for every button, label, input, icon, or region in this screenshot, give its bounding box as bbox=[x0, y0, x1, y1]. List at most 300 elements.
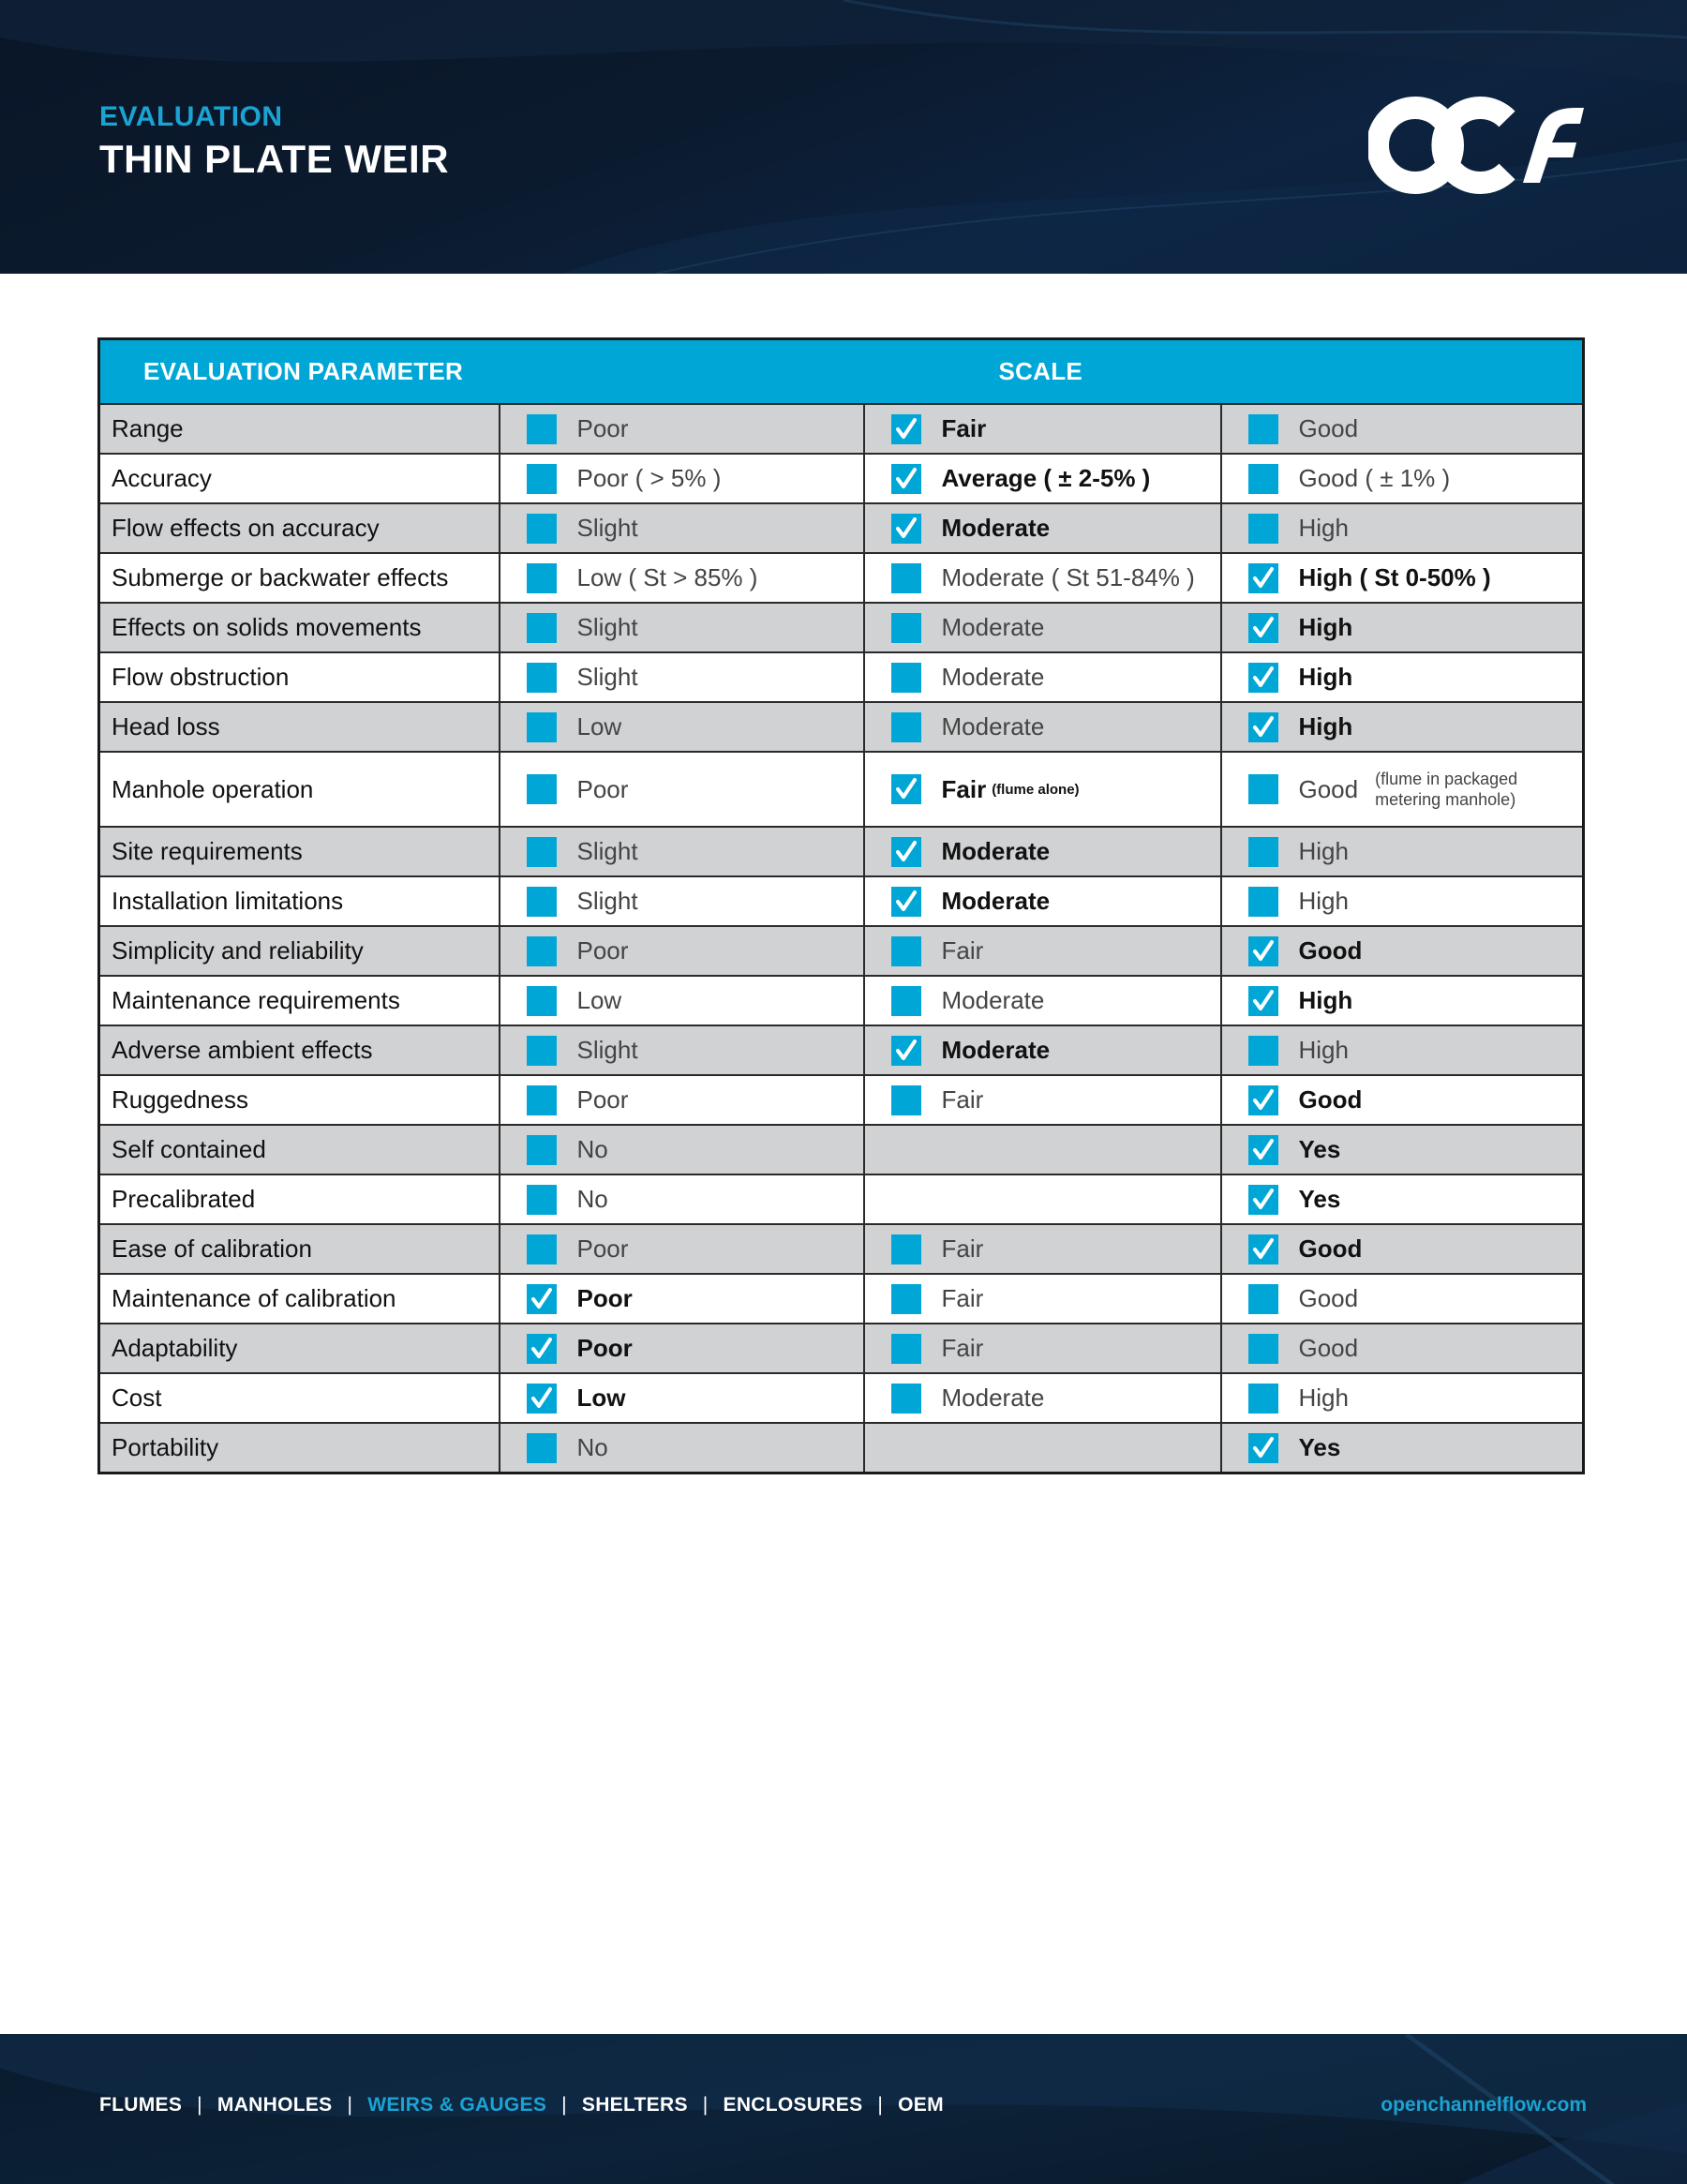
checked-box-icon[interactable] bbox=[1248, 1433, 1278, 1463]
checkmark-icon bbox=[529, 1336, 555, 1362]
scale-option bbox=[500, 464, 863, 494]
parameter-cell: Adaptability bbox=[99, 1324, 500, 1373]
option-label: Poor bbox=[576, 1085, 629, 1114]
nav-separator: | bbox=[702, 2094, 709, 2116]
unchecked-box-icon[interactable] bbox=[527, 1036, 557, 1066]
unchecked-box-icon[interactable] bbox=[891, 986, 921, 1016]
unchecked-box-icon[interactable] bbox=[527, 774, 557, 804]
option-label: No bbox=[576, 1433, 608, 1461]
checkmark-icon bbox=[1250, 1187, 1276, 1213]
scale-cell bbox=[864, 1274, 1221, 1324]
parameter-cell: Ruggedness bbox=[99, 1075, 500, 1125]
unchecked-box-icon[interactable] bbox=[891, 613, 921, 643]
nav-separator: | bbox=[347, 2094, 353, 2116]
eyebrow-label: EVALUATION bbox=[99, 101, 283, 132]
scale-option bbox=[500, 1085, 863, 1115]
unchecked-box-icon[interactable] bbox=[1248, 774, 1278, 804]
scale-cell bbox=[864, 1174, 1221, 1224]
table-row bbox=[99, 454, 1584, 503]
option-label: Good bbox=[1298, 1085, 1363, 1114]
scale-option bbox=[865, 774, 1220, 804]
checked-box-icon[interactable] bbox=[891, 414, 921, 444]
scale-cell bbox=[864, 1423, 1221, 1473]
scale-option bbox=[1222, 1384, 1583, 1414]
scale-option bbox=[500, 712, 863, 742]
scale-option bbox=[1222, 936, 1583, 966]
unchecked-box-icon[interactable] bbox=[891, 1085, 921, 1115]
parameter-cell: Portability bbox=[99, 1423, 500, 1473]
option-label: Low bbox=[576, 986, 622, 1014]
unchecked-box-icon[interactable] bbox=[891, 563, 921, 593]
parameter-cell: Flow effects on accuracy bbox=[99, 503, 500, 553]
scale-cell bbox=[500, 1324, 864, 1373]
table-row bbox=[99, 1423, 1584, 1473]
scale-cell bbox=[864, 1125, 1221, 1174]
checked-box-icon[interactable] bbox=[891, 464, 921, 494]
checkmark-icon bbox=[1250, 938, 1276, 965]
parameter-cell: Flow obstruction bbox=[99, 652, 500, 702]
scale-cell bbox=[500, 404, 864, 454]
option-label: Poor ( > 5% ) bbox=[576, 464, 722, 492]
scale-cell bbox=[1221, 1174, 1584, 1224]
option-label: Fair bbox=[941, 774, 987, 803]
scale-cell bbox=[1221, 503, 1584, 553]
parameter-cell: Range bbox=[99, 404, 500, 454]
checked-box-icon[interactable] bbox=[1248, 563, 1278, 593]
option-label: High bbox=[1298, 1036, 1349, 1064]
table-row bbox=[99, 1373, 1584, 1423]
column-header-parameter: EVALUATION PARAMETER bbox=[99, 339, 500, 405]
scale-option bbox=[1222, 712, 1583, 742]
table-row bbox=[99, 1274, 1584, 1324]
option-label: Average ( ± 2-5% ) bbox=[941, 464, 1151, 492]
scale-option bbox=[500, 1185, 863, 1215]
option-label: Fair bbox=[941, 936, 984, 965]
checked-box-icon[interactable] bbox=[891, 1036, 921, 1066]
scale-option bbox=[865, 1085, 1220, 1115]
ocf-logo bbox=[1368, 94, 1584, 197]
scale-cell bbox=[1221, 752, 1584, 827]
scale-cell bbox=[864, 652, 1221, 702]
scale-option bbox=[500, 514, 863, 544]
scale-cell bbox=[500, 876, 864, 926]
unchecked-box-icon[interactable] bbox=[1248, 514, 1278, 544]
checkmark-icon bbox=[1250, 1137, 1276, 1163]
header-banner bbox=[0, 0, 1687, 274]
scale-option bbox=[1222, 414, 1583, 444]
checkmark-icon bbox=[529, 1385, 555, 1412]
unchecked-box-icon[interactable] bbox=[527, 712, 557, 742]
unchecked-box-icon[interactable] bbox=[527, 1135, 557, 1165]
unchecked-box-icon[interactable] bbox=[891, 1384, 921, 1414]
scale-cell bbox=[1221, 404, 1584, 454]
scale-option bbox=[1222, 1135, 1583, 1165]
scale-cell bbox=[1221, 702, 1584, 752]
option-label: Moderate bbox=[941, 1036, 1051, 1064]
column-header-scale: SCALE bbox=[500, 339, 1584, 405]
scale-option bbox=[500, 1384, 863, 1414]
checkmark-icon bbox=[1250, 714, 1276, 740]
scale-cell bbox=[864, 1224, 1221, 1274]
unchecked-box-icon[interactable] bbox=[527, 563, 557, 593]
scale-cell bbox=[1221, 1075, 1584, 1125]
scale-cell bbox=[500, 1075, 864, 1125]
option-label: No bbox=[576, 1135, 608, 1163]
scale-option bbox=[1222, 563, 1583, 593]
option-label: Slight bbox=[576, 613, 638, 641]
parameter-cell: Self contained bbox=[99, 1125, 500, 1174]
option-label: Yes bbox=[1298, 1135, 1341, 1163]
unchecked-box-icon[interactable] bbox=[1248, 414, 1278, 444]
unchecked-box-icon[interactable] bbox=[891, 663, 921, 693]
table-row bbox=[99, 652, 1584, 702]
table-row bbox=[99, 1224, 1584, 1274]
scale-option bbox=[865, 1284, 1220, 1314]
scale-cell bbox=[1221, 1423, 1584, 1473]
unchecked-box-icon[interactable] bbox=[527, 1234, 557, 1264]
unchecked-box-icon[interactable] bbox=[1248, 464, 1278, 494]
checked-box-icon[interactable] bbox=[891, 514, 921, 544]
scale-option bbox=[500, 1433, 863, 1463]
scale-cell bbox=[1221, 827, 1584, 876]
option-label: Low bbox=[576, 712, 622, 740]
unchecked-box-icon[interactable] bbox=[891, 1334, 921, 1364]
parameter-cell: Accuracy bbox=[99, 454, 500, 503]
scale-option bbox=[1222, 1284, 1583, 1314]
scale-option bbox=[865, 563, 1220, 593]
option-label: Poor bbox=[576, 1284, 633, 1312]
scale-option bbox=[865, 712, 1220, 742]
nav-separator: | bbox=[877, 2094, 884, 2116]
option-label: Moderate bbox=[941, 613, 1045, 641]
scale-cell bbox=[500, 1373, 864, 1423]
option-label: Fair bbox=[941, 414, 987, 442]
checkmark-icon bbox=[893, 516, 919, 542]
checked-box-icon[interactable] bbox=[1248, 1085, 1278, 1115]
checkmark-icon bbox=[893, 839, 919, 865]
unchecked-box-icon[interactable] bbox=[891, 1284, 921, 1314]
option-label: High bbox=[1298, 887, 1349, 915]
table-row bbox=[99, 976, 1584, 1025]
checked-box-icon[interactable] bbox=[1248, 1135, 1278, 1165]
scale-cell bbox=[500, 1125, 864, 1174]
scale-option bbox=[1222, 1185, 1583, 1215]
unchecked-box-icon[interactable] bbox=[527, 1085, 557, 1115]
scale-cell bbox=[864, 1324, 1221, 1373]
table-row bbox=[99, 876, 1584, 926]
option-label: Moderate bbox=[941, 887, 1051, 915]
table-row bbox=[99, 603, 1584, 652]
table-row bbox=[99, 926, 1584, 976]
unchecked-box-icon[interactable] bbox=[527, 414, 557, 444]
scale-option bbox=[1222, 1234, 1583, 1264]
page-title: THIN PLATE WEIR bbox=[99, 137, 450, 181]
table-row bbox=[99, 553, 1584, 603]
scale-cell bbox=[500, 1174, 864, 1224]
scale-cell bbox=[500, 503, 864, 553]
unchecked-box-icon[interactable] bbox=[527, 514, 557, 544]
table-row bbox=[99, 503, 1584, 553]
scale-option bbox=[500, 986, 863, 1016]
checked-box-icon[interactable] bbox=[527, 1384, 557, 1414]
checked-box-icon[interactable] bbox=[1248, 1185, 1278, 1215]
option-label: Poor bbox=[576, 1334, 633, 1362]
option-label: Good bbox=[1298, 1234, 1363, 1263]
unchecked-box-icon[interactable] bbox=[891, 1234, 921, 1264]
checked-box-icon[interactable] bbox=[891, 887, 921, 917]
option-label: Poor bbox=[576, 414, 629, 442]
footer-nav bbox=[99, 2094, 944, 2117]
option-label: Fair bbox=[941, 1234, 984, 1263]
scale-option bbox=[865, 613, 1220, 643]
option-label: High bbox=[1298, 837, 1349, 865]
option-label: Moderate bbox=[941, 837, 1051, 865]
option-label: High bbox=[1298, 613, 1353, 641]
scale-option bbox=[865, 1036, 1220, 1066]
scale-option bbox=[500, 1334, 863, 1364]
option-label: Slight bbox=[576, 837, 638, 865]
option-label: Moderate bbox=[941, 986, 1045, 1014]
checked-box-icon[interactable] bbox=[1248, 712, 1278, 742]
option-label: High bbox=[1298, 1384, 1349, 1412]
footer-nav-item[interactable]: MANHOLES bbox=[216, 2094, 333, 2116]
scale-cell bbox=[1221, 1025, 1584, 1075]
table-row bbox=[99, 702, 1584, 752]
option-label: Good bbox=[1298, 936, 1363, 965]
scale-cell bbox=[500, 603, 864, 652]
option-label: Fair bbox=[941, 1085, 984, 1114]
parameter-cell: Maintenance of calibration bbox=[99, 1274, 500, 1324]
checked-box-icon[interactable] bbox=[1248, 613, 1278, 643]
scale-cell bbox=[500, 976, 864, 1025]
scale-option bbox=[865, 464, 1220, 494]
option-label: Moderate bbox=[941, 1384, 1045, 1412]
option-label: High bbox=[1298, 514, 1349, 542]
checked-box-icon[interactable] bbox=[1248, 1234, 1278, 1264]
scale-cell bbox=[1221, 1224, 1584, 1274]
checkmark-icon bbox=[1250, 665, 1276, 691]
scale-cell bbox=[864, 553, 1221, 603]
scale-option bbox=[865, 1234, 1220, 1264]
option-label: Yes bbox=[1298, 1185, 1341, 1213]
unchecked-box-icon[interactable] bbox=[527, 1185, 557, 1215]
scale-cell bbox=[500, 652, 864, 702]
scale-cell bbox=[500, 1224, 864, 1274]
parameter-cell: Effects on solids movements bbox=[99, 603, 500, 652]
option-label: High bbox=[1298, 712, 1353, 740]
scale-option bbox=[500, 837, 863, 867]
option-label: Good ( ± 1% ) bbox=[1298, 464, 1451, 492]
checkmark-icon bbox=[1250, 1087, 1276, 1114]
footer-nav-item[interactable]: SHELTERS bbox=[581, 2094, 688, 2116]
unchecked-box-icon[interactable] bbox=[1248, 1334, 1278, 1364]
unchecked-box-icon[interactable] bbox=[1248, 887, 1278, 917]
checked-box-icon[interactable] bbox=[1248, 936, 1278, 966]
checkmark-icon bbox=[893, 1038, 919, 1064]
scale-option bbox=[1222, 1433, 1583, 1463]
scale-cell bbox=[500, 1423, 864, 1473]
unchecked-box-icon[interactable] bbox=[891, 712, 921, 742]
scale-option bbox=[1222, 1334, 1583, 1364]
unchecked-box-icon[interactable] bbox=[1248, 1036, 1278, 1066]
option-label: High bbox=[1298, 986, 1353, 1014]
scale-cell bbox=[864, 1025, 1221, 1075]
checkmark-icon bbox=[1250, 565, 1276, 591]
option-label: Slight bbox=[576, 1036, 638, 1064]
unchecked-box-icon[interactable] bbox=[1248, 837, 1278, 867]
option-label: Low ( St > 85% ) bbox=[576, 563, 758, 591]
scale-option bbox=[1222, 663, 1583, 693]
footer-nav-item[interactable]: FLUMES bbox=[99, 2094, 183, 2116]
scale-cell bbox=[864, 926, 1221, 976]
unchecked-box-icon[interactable] bbox=[527, 663, 557, 693]
scale-option bbox=[1222, 887, 1583, 917]
table-row bbox=[99, 1174, 1584, 1224]
unchecked-box-icon[interactable] bbox=[527, 613, 557, 643]
table-row bbox=[99, 1075, 1584, 1125]
option-note: (flume in packaged metering manhole) bbox=[1375, 770, 1518, 809]
scale-option bbox=[1222, 986, 1583, 1016]
scale-option bbox=[865, 1334, 1220, 1364]
checkmark-icon bbox=[1250, 615, 1276, 641]
unchecked-box-icon[interactable] bbox=[1248, 1284, 1278, 1314]
option-label: Fair bbox=[941, 1334, 984, 1362]
scale-option bbox=[500, 1234, 863, 1264]
checkmark-icon bbox=[893, 889, 919, 915]
option-label: Yes bbox=[1298, 1433, 1341, 1461]
scale-option bbox=[1222, 837, 1583, 867]
checked-box-icon[interactable] bbox=[1248, 663, 1278, 693]
parameter-cell: Precalibrated bbox=[99, 1174, 500, 1224]
scale-cell bbox=[864, 827, 1221, 876]
checkmark-icon bbox=[1250, 1435, 1276, 1461]
scale-option bbox=[500, 887, 863, 917]
scale-cell bbox=[500, 1274, 864, 1324]
checked-box-icon[interactable] bbox=[891, 774, 921, 804]
checkmark-icon bbox=[529, 1286, 555, 1312]
option-label: Moderate bbox=[941, 712, 1045, 740]
scale-option bbox=[500, 563, 863, 593]
parameter-cell: Head loss bbox=[99, 702, 500, 752]
unchecked-box-icon[interactable] bbox=[527, 837, 557, 867]
table-row bbox=[99, 1125, 1584, 1174]
scale-cell bbox=[864, 404, 1221, 454]
parameter-cell: Adverse ambient effects bbox=[99, 1025, 500, 1075]
scale-option bbox=[1222, 1085, 1583, 1115]
parameter-cell: Simplicity and reliability bbox=[99, 926, 500, 976]
scale-option bbox=[1222, 613, 1583, 643]
scale-cell bbox=[1221, 926, 1584, 976]
scale-cell bbox=[864, 1075, 1221, 1125]
option-label: Good bbox=[1298, 1284, 1359, 1312]
option-label: Poor bbox=[576, 936, 629, 965]
scale-option bbox=[865, 936, 1220, 966]
scale-cell bbox=[1221, 1274, 1584, 1324]
scale-option bbox=[865, 887, 1220, 917]
unchecked-box-icon[interactable] bbox=[527, 986, 557, 1016]
footer-nav-item[interactable]: ENCLOSURES bbox=[723, 2094, 863, 2116]
checkmark-icon bbox=[893, 466, 919, 492]
checkmark-icon bbox=[893, 776, 919, 802]
checkmark-icon bbox=[893, 416, 919, 442]
option-label: High ( St 0-50% ) bbox=[1298, 563, 1491, 591]
checked-box-icon[interactable] bbox=[527, 1334, 557, 1364]
scale-cell bbox=[500, 553, 864, 603]
option-label: Low bbox=[576, 1384, 626, 1412]
scale-option bbox=[1222, 514, 1583, 544]
option-label: Poor bbox=[576, 1234, 629, 1263]
option-label: Good bbox=[1298, 414, 1359, 442]
option-label: No bbox=[576, 1185, 608, 1213]
option-label: Poor bbox=[576, 774, 629, 803]
table-row bbox=[99, 752, 1584, 827]
scale-cell bbox=[1221, 652, 1584, 702]
scale-cell bbox=[864, 976, 1221, 1025]
scale-cell bbox=[500, 827, 864, 876]
unchecked-box-icon[interactable] bbox=[527, 464, 557, 494]
scale-option bbox=[500, 774, 863, 804]
checked-box-icon[interactable] bbox=[527, 1284, 557, 1314]
scale-option bbox=[1222, 1036, 1583, 1066]
footer-nav-item[interactable]: OEM bbox=[898, 2094, 944, 2116]
checked-box-icon[interactable] bbox=[1248, 986, 1278, 1016]
scale-option bbox=[500, 414, 863, 444]
option-label: High bbox=[1298, 663, 1353, 691]
option-note: (flume alone) bbox=[992, 781, 1080, 798]
scale-option bbox=[865, 414, 1220, 444]
unchecked-box-icon[interactable] bbox=[527, 1433, 557, 1463]
scale-option bbox=[865, 986, 1220, 1016]
unchecked-box-icon[interactable] bbox=[527, 936, 557, 966]
table-body bbox=[99, 404, 1584, 1473]
option-label: Fair bbox=[941, 1284, 984, 1312]
scale-option bbox=[1222, 769, 1583, 810]
scale-option bbox=[500, 1135, 863, 1165]
scale-option bbox=[500, 1284, 863, 1314]
option-label: Moderate bbox=[941, 514, 1051, 542]
table-header-row bbox=[99, 339, 1584, 405]
website-link[interactable]: openchannelflow.com bbox=[1381, 2094, 1587, 2116]
parameter-cell: Maintenance requirements bbox=[99, 976, 500, 1025]
scale-option bbox=[500, 1036, 863, 1066]
parameter-cell: Site requirements bbox=[99, 827, 500, 876]
scale-cell bbox=[1221, 1125, 1584, 1174]
option-label: Good bbox=[1298, 774, 1359, 803]
parameter-cell: Installation limitations bbox=[99, 876, 500, 926]
scale-cell bbox=[864, 454, 1221, 503]
scale-cell bbox=[864, 603, 1221, 652]
footer-nav-item[interactable]: WEIRS & GAUGES bbox=[367, 2094, 547, 2116]
scale-cell bbox=[1221, 976, 1584, 1025]
scale-cell bbox=[1221, 454, 1584, 503]
checkmark-icon bbox=[1250, 988, 1276, 1014]
scale-cell bbox=[864, 702, 1221, 752]
scale-option bbox=[865, 514, 1220, 544]
scale-option bbox=[865, 663, 1220, 693]
unchecked-box-icon[interactable] bbox=[1248, 1384, 1278, 1414]
checkmark-icon bbox=[1250, 1236, 1276, 1263]
option-label: Slight bbox=[576, 663, 638, 691]
unchecked-box-icon[interactable] bbox=[527, 887, 557, 917]
unchecked-box-icon[interactable] bbox=[891, 936, 921, 966]
scale-cell bbox=[500, 1025, 864, 1075]
nav-separator: | bbox=[197, 2094, 202, 2116]
scale-option bbox=[500, 663, 863, 693]
scale-cell bbox=[500, 926, 864, 976]
option-label: Slight bbox=[576, 514, 638, 542]
checked-box-icon[interactable] bbox=[891, 837, 921, 867]
scale-option bbox=[500, 613, 863, 643]
